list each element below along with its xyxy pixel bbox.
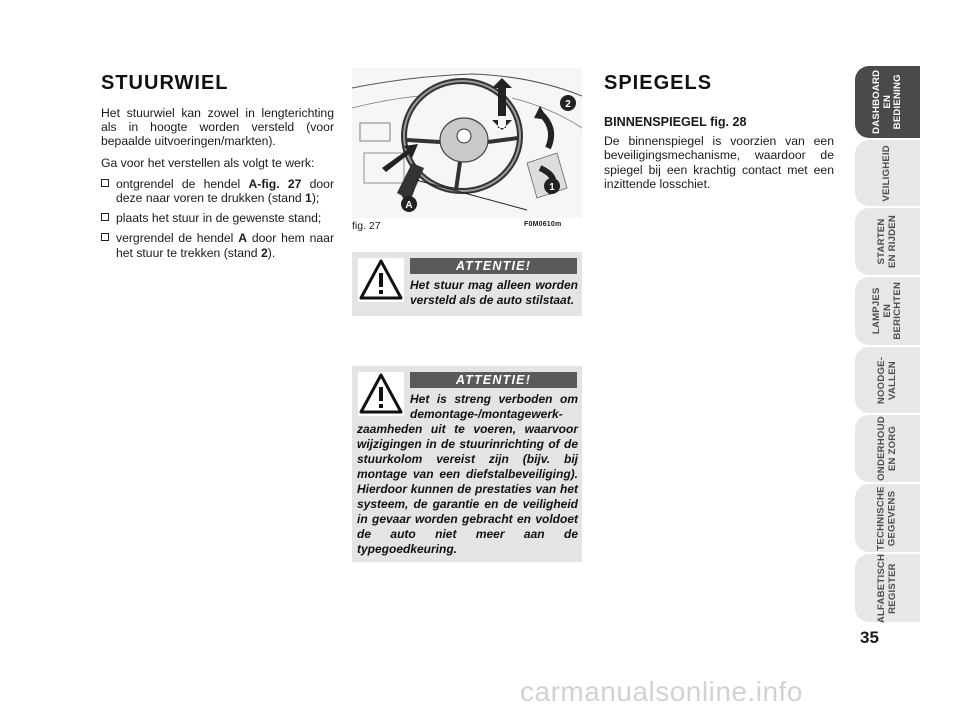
section-title-stuurwiel: STUURWIEL <box>101 72 229 94</box>
watermark: carmanualsonline.info <box>520 676 803 707</box>
spiegels-body <box>604 115 834 191</box>
tab-noodgevallen[interactable]: NOODGE- VALLEN <box>855 347 920 413</box>
tab-onderhoud-en-zorg[interactable]: ONDERHOUD EN ZORG <box>855 415 920 482</box>
left-column <box>101 72 334 266</box>
page-number: 35 <box>860 628 879 647</box>
warning-triangle-icon <box>358 258 404 302</box>
paragraph: De binnenspiegel is voorzien van een beveiligingsmechanisme, waardoor de spiegel bij een krachtig contact met een inzittende losschiet. <box>604 134 834 191</box>
paragraph: Ga voor het verstellen als volgt te werk: <box>101 155 315 170</box>
figure-code: F0M0610m <box>524 221 562 228</box>
tab-starten-en-rijden[interactable]: STARTEN EN RIJDEN <box>855 208 920 275</box>
marker-2: 2 <box>565 99 571 110</box>
tab-lampjes-en-berichten[interactable]: LAMPJES EN BERICHTEN <box>855 277 920 345</box>
warning-box-2 <box>352 366 582 562</box>
warning-text: Het stuur mag alleen worden versteld als de auto stilstaat. <box>410 278 578 307</box>
steering-wheel-illustration <box>352 68 582 218</box>
checkbox-bullet-icon <box>101 213 109 221</box>
subheading: BINNENSPIEGEL fig. 28 <box>604 115 747 129</box>
section-title-spiegels: SPIEGELS <box>604 72 713 94</box>
marker-a: A <box>405 200 413 211</box>
tab-dashboard-en-bediening[interactable]: DASHBOARD EN BEDIENING <box>855 66 920 138</box>
stuurwiel-body <box>101 106 334 260</box>
checkbox-bullet-icon <box>101 233 109 241</box>
list-item: ontgrendel de hendel A-fig. 27 door deze naar voren te drukken (stand 1); <box>101 177 334 205</box>
tab-veiligheid[interactable]: VEILIGHEID <box>855 140 920 206</box>
right-column <box>604 72 834 198</box>
warning-text-first: Het is streng verboden om demontage-/montagewerk- <box>410 392 578 421</box>
tab-alfabetisch-register[interactable]: ALFABETISCH REGISTER <box>855 554 920 622</box>
warning-header: ATTENTIE! <box>410 258 577 274</box>
warning-box-1 <box>352 252 582 316</box>
list-item: vergrendel de hendel A door hem naar het stuur te trekken (stand 2). <box>101 231 334 259</box>
marker-1: 1 <box>549 182 555 193</box>
warning-header: ATTENTIE! <box>410 372 577 388</box>
figure-label: fig. 27 <box>352 220 381 232</box>
checkbox-bullet-icon <box>101 179 109 187</box>
figure-27 <box>352 68 582 218</box>
paragraph: Het stuurwiel kan zowel in lengterichting als in hoogte worden versteld (voor bepaalde uitvoeringen/markten). <box>101 106 334 149</box>
tab-technische-gegevens[interactable]: TECHNISCHE GEGEVENS <box>855 484 920 552</box>
warning-text-rest: zaamheden uit te voeren, waarvoor wijzigingen in de stuurinrichting of de stuurkolom vereist zijn (bijv. bij montage van een diefstalbeveiliging). Hierdoor kunnen de prestaties van het systeem, de garantie en de veiligheid in gevaar worden gebracht en voldoet de auto niet meer aan de typegoedkeuring. <box>357 422 578 556</box>
list-item: plaats het stuur in de gewenste stand; <box>101 211 334 225</box>
warning-triangle-icon <box>358 372 404 416</box>
